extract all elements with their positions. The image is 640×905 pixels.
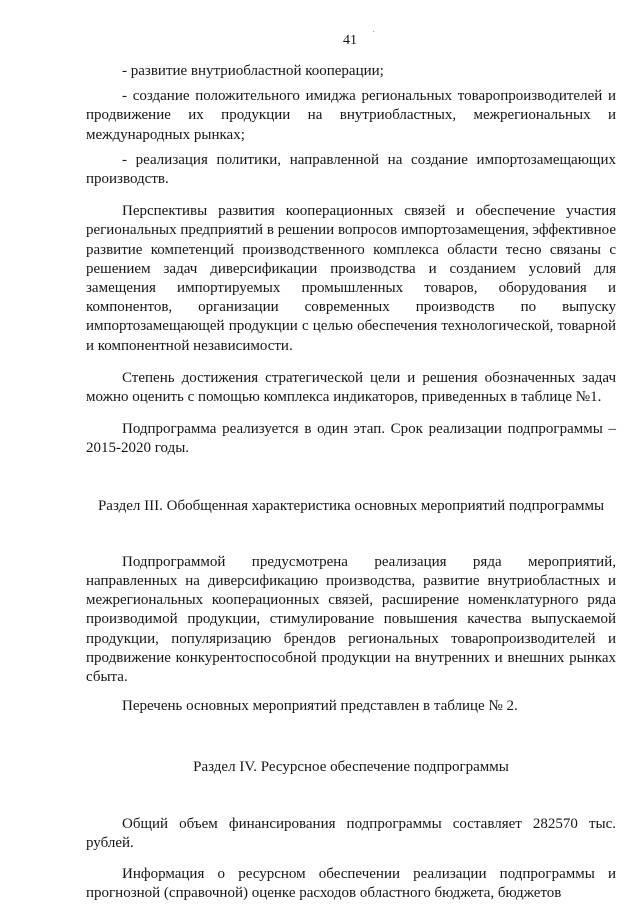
section-3-paragraph-activities: Подпрограммой предусмотрена реализация ряда мероприятий, направленных на диверсификацию производства, развитие внутриобластных и межрегиональных кооперационных связей, расширение номенклатурного ряда производимой продукции, стимулирование повышения качества выпускаемой продукции, популяризацию брендов региональных товаропроизводителей и продвижение конкурентоспособной продукции на внутренних и внешних рынках сбыта. xyxy=(86,553,616,686)
paragraph-stage: Подпрограмма реализуется в один этап. Срок реализации подпрограммы – 2015-2020 годы. xyxy=(86,421,616,457)
section-3-paragraph-list: Перечень основных мероприятий представлен в таблице № 2. xyxy=(122,698,518,715)
paragraph-indicators: Степень достижения стратегической цели и решения обозначенных задач можно оценить с помощью комплекса индикаторов, приведенных в таблице №1. xyxy=(86,369,616,406)
section-3-heading: Раздел III. Обобщенная характеристика основных мероприятий подпрограммы xyxy=(97,497,605,514)
section-4-paragraph-funding: Общий объем финансирования подпрограммы составляет 282570 тыс. рублей. xyxy=(86,815,616,851)
paragraph-image: - создание положительного имиджа региональных товаропроизводителей и продвижение их продукции на внутриобластных, межрегиональных и международных рынках; xyxy=(86,88,616,143)
page-mark: · xyxy=(372,27,376,38)
section-4-paragraph-resources: Информация о ресурсном обеспечении реализации подпрограммы и прогнозной (справочной) оценке расходов областного бюджета, бюджетов xyxy=(86,866,616,902)
paragraph-prospects: Перспективы развития кооперационных связей и обеспечение участия региональных предприятий в решении вопросов импортозамещения, эффективное развитие компетенций производственного комплекса области тесно связаны с решением задач диверсификации производства и созданием условий для замещения импортируемых промышленных товаров, оборудования и компонентов, организации современных производств по выпуску импортозамещающей продукции с целью обеспечения технологической, товарной и компонентной независимости. xyxy=(86,203,616,354)
document-body xyxy=(86,62,616,904)
paragraph-import-policy: - реализация политики, направленной на создание импортозамещающих производств. xyxy=(86,151,616,188)
paragraph-cooperation: - развитие внутриобластной кооперации; xyxy=(122,63,384,79)
section-4-heading: Раздел IV. Ресурсное обеспечение подпрограммы xyxy=(193,759,509,776)
page-number: 41 xyxy=(343,33,357,48)
